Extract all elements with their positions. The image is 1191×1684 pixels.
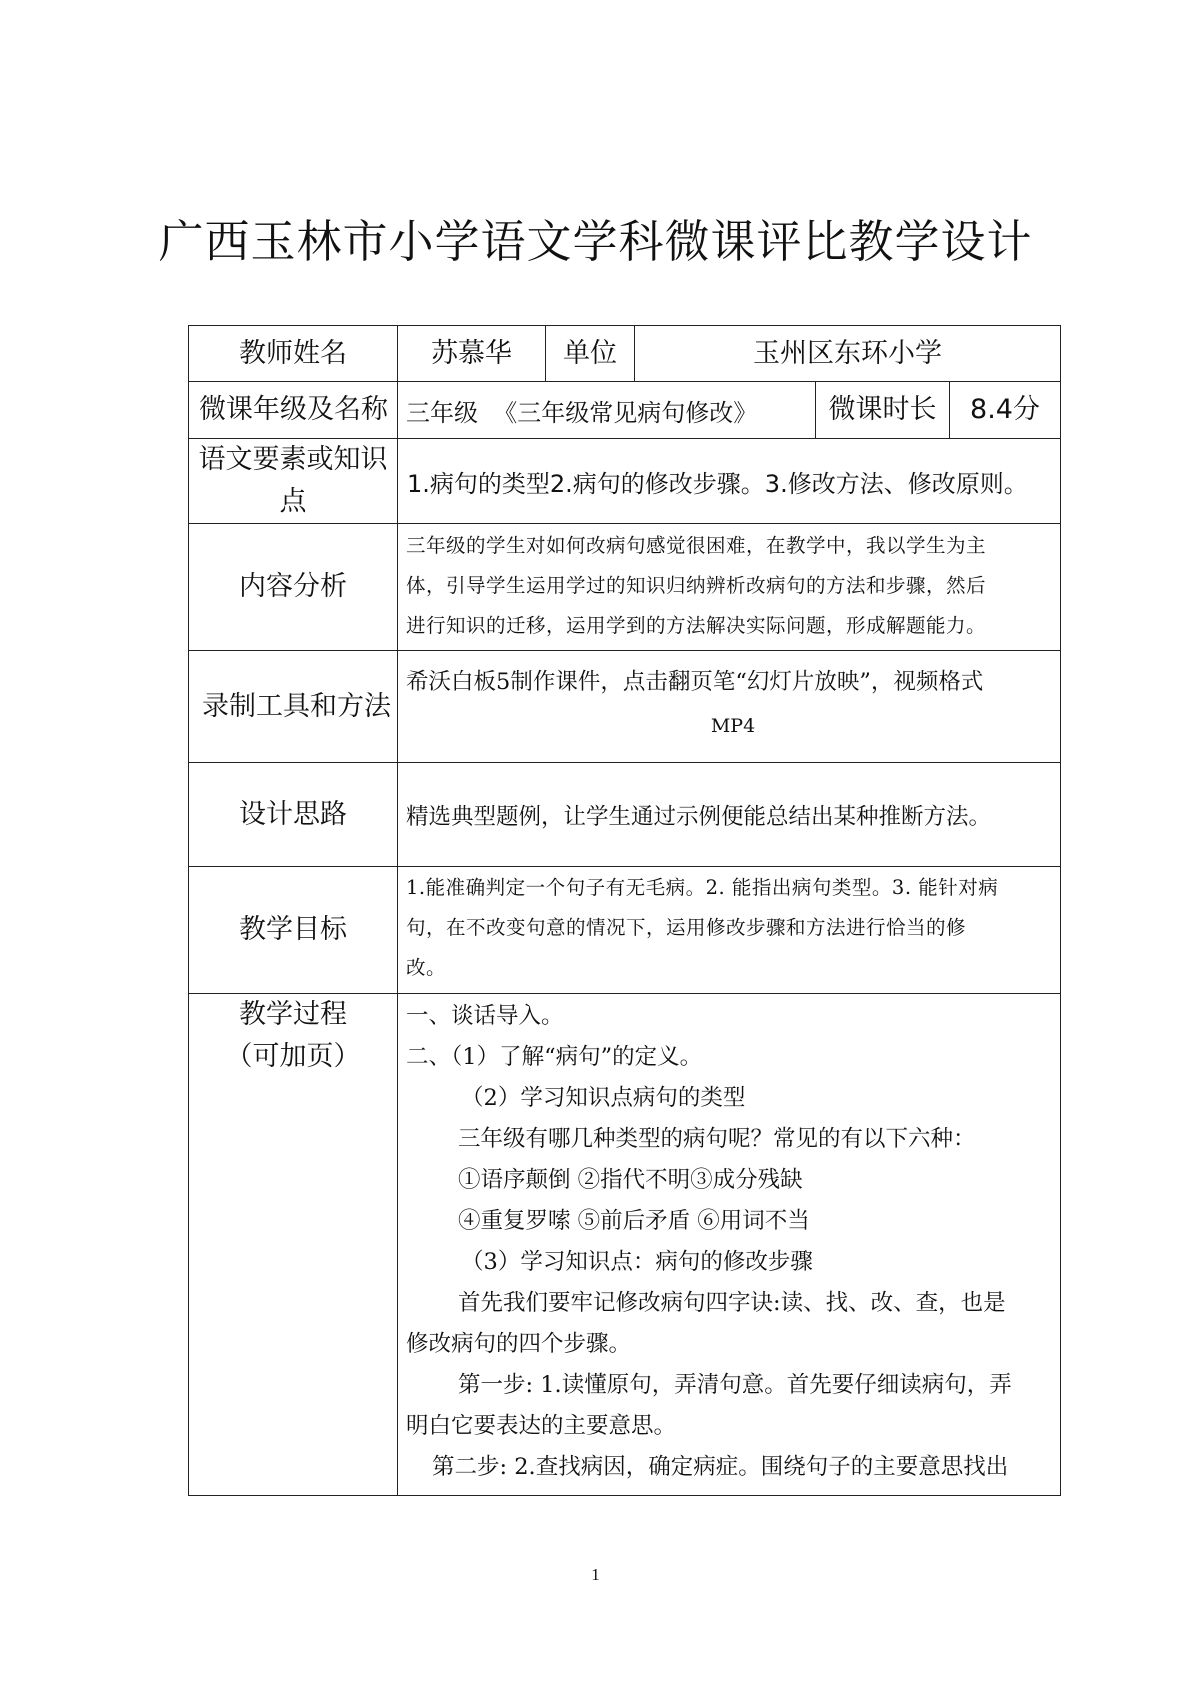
text-line: 希沃白板5制作课件，点击翻页笔“幻灯片放映”，视频格式 bbox=[406, 669, 984, 695]
page-number: 1 bbox=[591, 1565, 600, 1584]
text-line: 改。 bbox=[406, 956, 447, 979]
text-line: 一、谈话导入。 bbox=[406, 1003, 564, 1029]
document-title: 广西玉林市小学语文学科微课评比教学设计 bbox=[158, 215, 1033, 268]
text-line: 三年级的学生对如何改病句感觉很困难，在教学中，我以学生为主 bbox=[406, 534, 987, 557]
content-analysis-text bbox=[406, 526, 1060, 650]
unit-value: 玉州区东环小学 bbox=[753, 337, 942, 369]
design-idea-text: 精选典型题例，让学生通过示例便能总结出某种推断方法。 bbox=[406, 803, 992, 830]
design-idea-label: 设计思路 bbox=[239, 798, 347, 830]
text-line: （2）学习知识点病句的类型 bbox=[461, 1085, 746, 1111]
unit-label: 单位 bbox=[563, 337, 617, 369]
text-line: ①语序颠倒 ②指代不明③成分残缺 bbox=[458, 1167, 803, 1193]
text-line: 进行知识的迁移，运用学到的方法解决实际问题，形成解题能力。 bbox=[406, 614, 987, 637]
duration-label: 微课时长 bbox=[828, 394, 937, 426]
text-line: MP4 bbox=[710, 715, 756, 737]
text-line: 二、（1）了解“病句”的定义。 bbox=[406, 1044, 703, 1070]
table-border bbox=[188, 1495, 1060, 1496]
text-line: 明白它要表达的主要意思。 bbox=[406, 1413, 677, 1439]
content-analysis-label: 内容分析 bbox=[239, 571, 347, 603]
course-name-label: 微课年级及名称 bbox=[199, 394, 388, 426]
text-line: 句，在不改变句意的情况下，运用修改步骤和方法进行恰当的修 bbox=[406, 916, 967, 939]
text-line: 1.能准确判定一个句子有无毛病。2. 能指出病句类型。3. 能针对病 bbox=[406, 876, 999, 899]
text-line: 第二步: 2.查找病因，确定病症。围绕句子的主要意思找出 bbox=[432, 1454, 1009, 1480]
teaching-goal-label: 教学目标 bbox=[239, 914, 347, 946]
text-line: （3）学习知识点：病句的修改步骤 bbox=[461, 1249, 813, 1275]
text-line: ④重复罗嗦 ⑤前后矛盾 ⑥用词不当 bbox=[458, 1208, 810, 1234]
text-line: 三年级有哪几种类型的病句呢？常见的有以下六种： bbox=[458, 1126, 976, 1152]
teaching-goal-text bbox=[406, 868, 1066, 993]
knowledge-points-value: 1.病句的类型2.病句的修改步骤。3.修改方法、修改原则。 bbox=[407, 469, 1028, 498]
course-name-value: 三年级 《三年级常见病句修改》 bbox=[406, 398, 758, 427]
duration-value: 8.4分 bbox=[970, 394, 1040, 426]
teacher-name-value: 苏慕华 bbox=[431, 337, 512, 369]
teacher-name-label: 教师姓名 bbox=[239, 337, 347, 369]
knowledge-points-label: 语文要素或知识 点 bbox=[198, 444, 388, 517]
column-divider bbox=[397, 325, 398, 1496]
teaching-process-label: 教学过程 （可加页） bbox=[225, 999, 361, 1072]
recording-tools-text bbox=[406, 660, 1076, 760]
text-line: 第一步: 1.读懂原句，弄清句意。首先要仔细读病句，弄 bbox=[458, 1372, 1012, 1398]
text-line: 修改病句的四个步骤。 bbox=[406, 1331, 632, 1357]
text-line: 首先我们要牢记修改病句四字诀:读、找、改、查，也是 bbox=[458, 1290, 1006, 1316]
text-line: 体，引导学生运用学过的知识归纳辨析改病句的方法和步骤，然后 bbox=[406, 574, 987, 597]
recording-tools-label: 录制工具和方法 bbox=[202, 690, 391, 722]
